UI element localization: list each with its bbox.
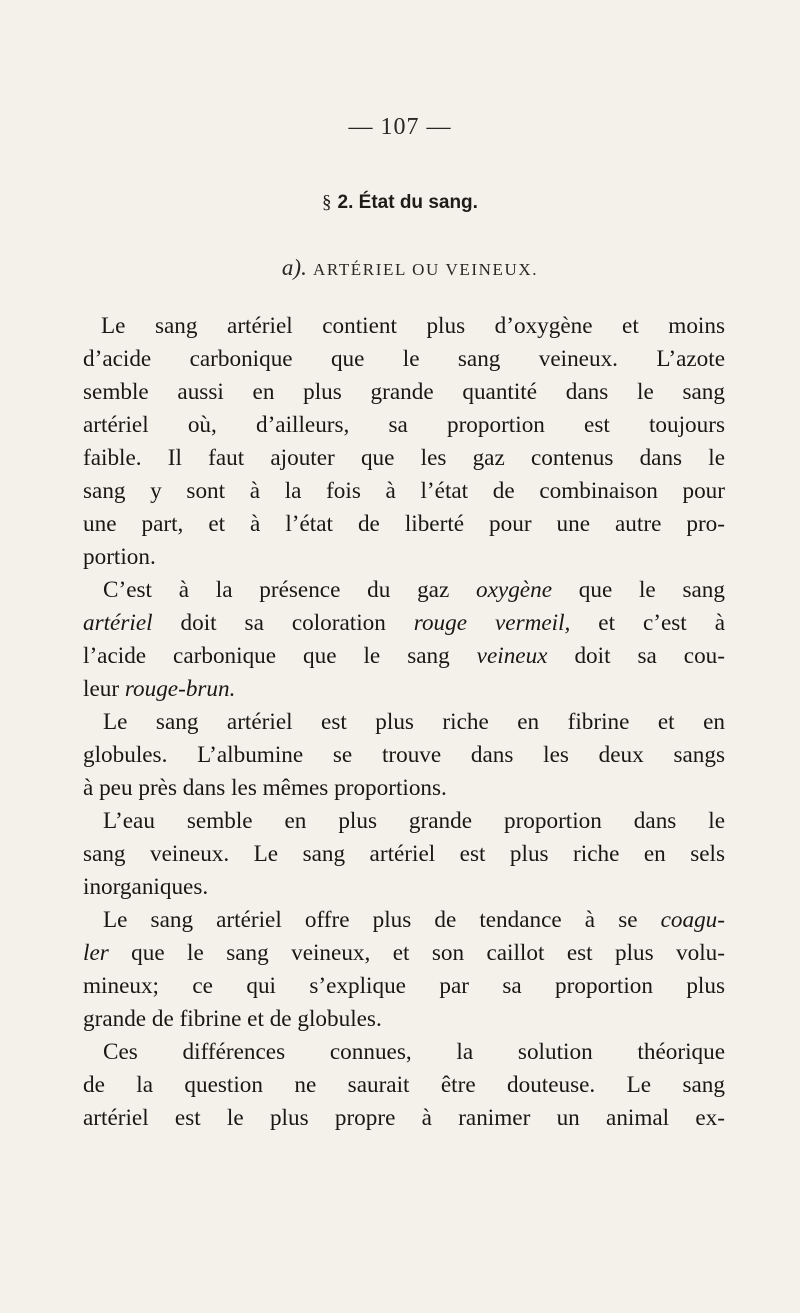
page-number: — 107 — [348, 114, 452, 140]
section-title: 2. État du sang. [337, 192, 478, 213]
paragraph-5 [83, 904, 725, 1036]
text-line: L’eau semble en plus grande proportion dans le [103, 808, 725, 834]
text-line: Le sang artériel contient plus d’oxygène et moins [101, 313, 725, 339]
body-text [83, 310, 725, 1135]
text-line: une part, et à l’état de liberté pour une autre pro- [83, 511, 725, 537]
text-line [83, 673, 725, 706]
section-heading [0, 192, 800, 214]
text-line [83, 904, 725, 937]
text-run: que le sang veineux, et son caillot est plus volu- [108, 940, 725, 966]
italic-text: coagu- [660, 907, 725, 933]
text-line [83, 640, 725, 673]
text-run: Le sang artériel offre plus de tendance à se [103, 907, 661, 933]
italic-text: rouge-brun. [124, 676, 236, 702]
text-line: semble aussi en plus grande quantité dans le sang [83, 379, 725, 405]
text-run: doit sa cou- [547, 643, 725, 669]
subsection-title: ARTÉRIEL OU VEINEUX. [313, 260, 539, 279]
text-run: leur [83, 676, 125, 702]
text-line: artériel où, d’ailleurs, sa proportion est toujours [83, 412, 725, 438]
text-line: inorganiques. [83, 874, 209, 900]
text-line [83, 574, 725, 607]
paragraph-6 [83, 1036, 725, 1135]
italic-text: artériel [83, 610, 153, 636]
text-line: Ces différences connues, la solution théorique [103, 1039, 725, 1065]
section-symbol: § [322, 192, 332, 213]
italic-text: veineux [476, 643, 548, 669]
text-run: doit sa coloration [152, 610, 414, 636]
text-run: que le sang [551, 577, 725, 603]
italic-text: rouge vermeil, [413, 610, 571, 636]
text-line: globules. L’albumine se trouve dans les deux sangs [83, 742, 725, 768]
paragraph-2 [83, 574, 725, 706]
text-run: l’acide carbonique que le sang [83, 643, 477, 669]
text-line: Le sang artériel est plus riche en fibrine et en [103, 709, 725, 735]
italic-text: oxygène [476, 577, 552, 603]
text-line: sang y sont à la fois à l’état de combinaison pour [83, 478, 725, 504]
text-line: sang veineux. Le sang artériel est plus riche en sels [83, 841, 725, 867]
italic-text: ler [83, 940, 109, 966]
text-line: de la question ne saurait être douteuse. Le sang [83, 1072, 725, 1098]
subsection-letter: a). [281, 255, 307, 280]
text-line: faible. Il faut ajouter que les gaz contenus dans le [83, 445, 725, 471]
text-line: d’acide carbonique que le sang veineux. L’azote [83, 346, 725, 372]
paragraph-4 [83, 805, 725, 904]
text-line: grande de fibrine et de globules. [83, 1006, 382, 1032]
subsection-heading [0, 255, 800, 281]
text-line [83, 937, 725, 970]
paragraph-1 [83, 310, 725, 574]
text-line: artériel est le plus propre à ranimer un animal ex- [83, 1105, 725, 1131]
text-line: portion. [83, 544, 156, 570]
text-line [83, 607, 725, 640]
text-line: à peu près dans les mêmes proportions. [83, 775, 447, 801]
paragraph-3 [83, 706, 725, 805]
text-line: mineux; ce qui s’explique par sa proportion plus [83, 973, 725, 999]
text-run: et c’est à [570, 610, 726, 636]
text-run: C’est à la présence du gaz [103, 577, 477, 603]
